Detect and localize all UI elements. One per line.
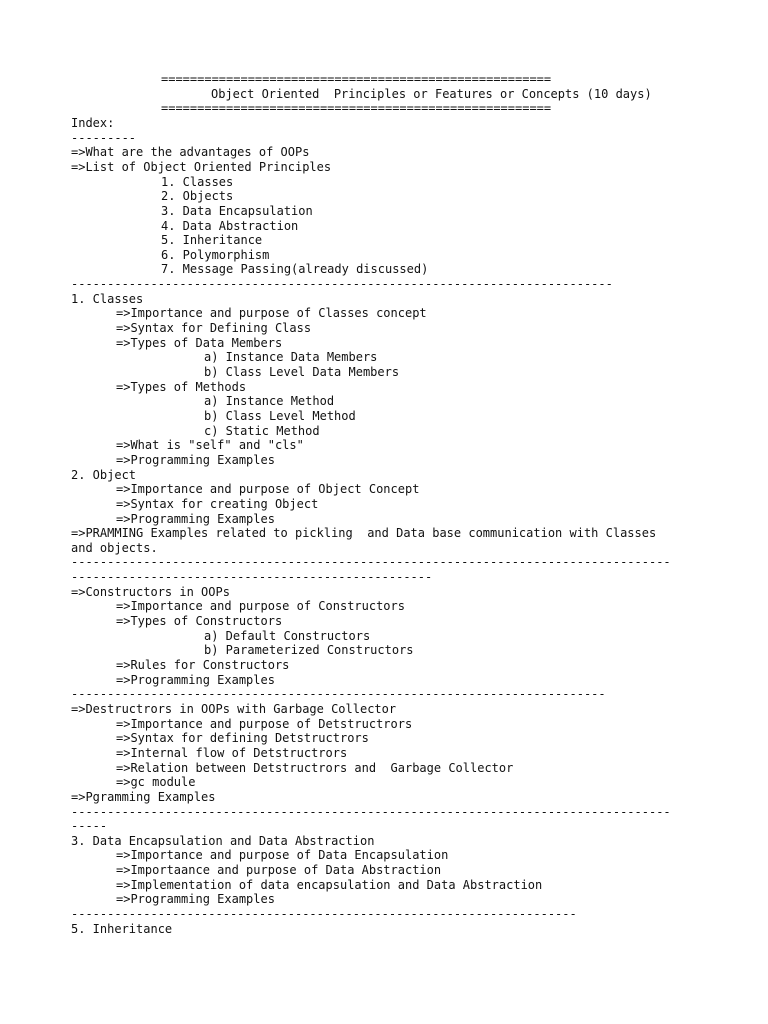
- text-line: =>Syntax for creating Object: [116, 496, 319, 511]
- text-line: =>Programming Examples: [116, 452, 275, 467]
- text-line: =>Importance and purpose of Constructors: [116, 599, 405, 614]
- text-line: 2. Object: [71, 467, 137, 482]
- text-line: b) Class Level Method: [204, 408, 356, 423]
- text-line: =>Syntax for Defining Class: [116, 321, 312, 336]
- text-line: =>Relation between Detstructrors and Garbage Collector: [116, 760, 514, 775]
- text-line: a) Instance Method: [204, 394, 335, 409]
- divider-line: --------------------------------------------------: [71, 570, 433, 585]
- text-line: a) Instance Data Members: [204, 350, 378, 365]
- text-line: =>Types of Methods: [116, 379, 247, 394]
- page-title: Object Oriented Principles or Features or Concepts (10 days): [211, 86, 652, 101]
- text-line: 2. Objects: [161, 189, 234, 204]
- text-line: 7. Message Passing(already discussed): [161, 262, 429, 277]
- divider-line: ----------------------------------------------------------------------: [71, 907, 577, 922]
- text-line: 1. Classes: [71, 291, 144, 306]
- header-rule-top: ======================================================: [161, 72, 552, 86]
- text-line: =>Importance and purpose of Object Concept: [116, 482, 420, 497]
- text-line: and objects.: [71, 540, 158, 555]
- text-line: =>What are the advantages of OOPs: [71, 145, 310, 160]
- index-heading: Index:: [71, 115, 115, 130]
- text-line: 1. Classes: [161, 174, 234, 189]
- text-line: =>Importaance and purpose of Data Abstraction: [116, 863, 442, 878]
- text-line: 5. Inheritance: [161, 233, 263, 248]
- text-line: =>Importance and purpose of Classes concept: [116, 306, 427, 321]
- text-line: =>Implementation of data encapsulation and Data Abstraction: [116, 877, 543, 892]
- text-line: =>Programming Examples: [116, 892, 275, 907]
- divider-line: -----: [71, 819, 108, 834]
- divider-line: --------------------------------------------------------------------------: [71, 687, 606, 702]
- text-line: =>Types of Constructors: [116, 614, 283, 629]
- text-line: =>Importance and purpose of Data Encapsulation: [116, 848, 449, 863]
- text-line: =>Internal flow of Detstructrors: [116, 745, 348, 760]
- text-line: 5. Inheritance: [71, 921, 173, 936]
- header-rule-bottom: ======================================================: [161, 101, 552, 116]
- text-line: b) Parameterized Constructors: [204, 643, 414, 658]
- text-line: =>gc module: [116, 775, 196, 790]
- text-line: a) Default Constructors: [204, 628, 371, 643]
- text-line: =>What is "self" and "cls": [116, 438, 304, 453]
- text-line: =>Constructors in OOPs: [71, 584, 230, 599]
- divider-line: ---------------------------------------------------------------------------: [71, 277, 613, 292]
- text-line: b) Class Level Data Members: [204, 365, 400, 379]
- text-line: c) Static Method: [204, 423, 320, 438]
- divider-line: -----------------------------------------------------------------------------------: [71, 555, 671, 570]
- text-line: =>Programming Examples: [116, 672, 275, 687]
- text-line: =>Destructrors in OOPs with Garbage Collector: [71, 701, 397, 716]
- text-line: 6. Polymorphism: [161, 247, 270, 262]
- text-line: =>Syntax for defining Detstructrors: [116, 731, 369, 746]
- text-line: =>PRAMMING Examples related to pickling and Data base communication with Classes: [71, 526, 657, 541]
- text-line: =>Programming Examples: [116, 511, 275, 526]
- text-line: =>Pgramming Examples: [71, 789, 216, 804]
- divider-line: -----------------------------------------------------------------------------------: [71, 804, 671, 819]
- text-line: 3. Data Encapsulation: [161, 203, 313, 218]
- text-line: 3. Data Encapsulation and Data Abstraction: [71, 833, 375, 848]
- text-line: 4. Data Abstraction: [161, 218, 299, 233]
- text-line: =>Importance and purpose of Detstructrors: [116, 716, 413, 731]
- text-line: =>List of Object Oriented Principles: [71, 159, 332, 174]
- text-line: =>Rules for Constructors: [116, 658, 290, 672]
- text-line: =>Types of Data Members: [116, 335, 283, 350]
- divider-line: ---------: [71, 130, 137, 145]
